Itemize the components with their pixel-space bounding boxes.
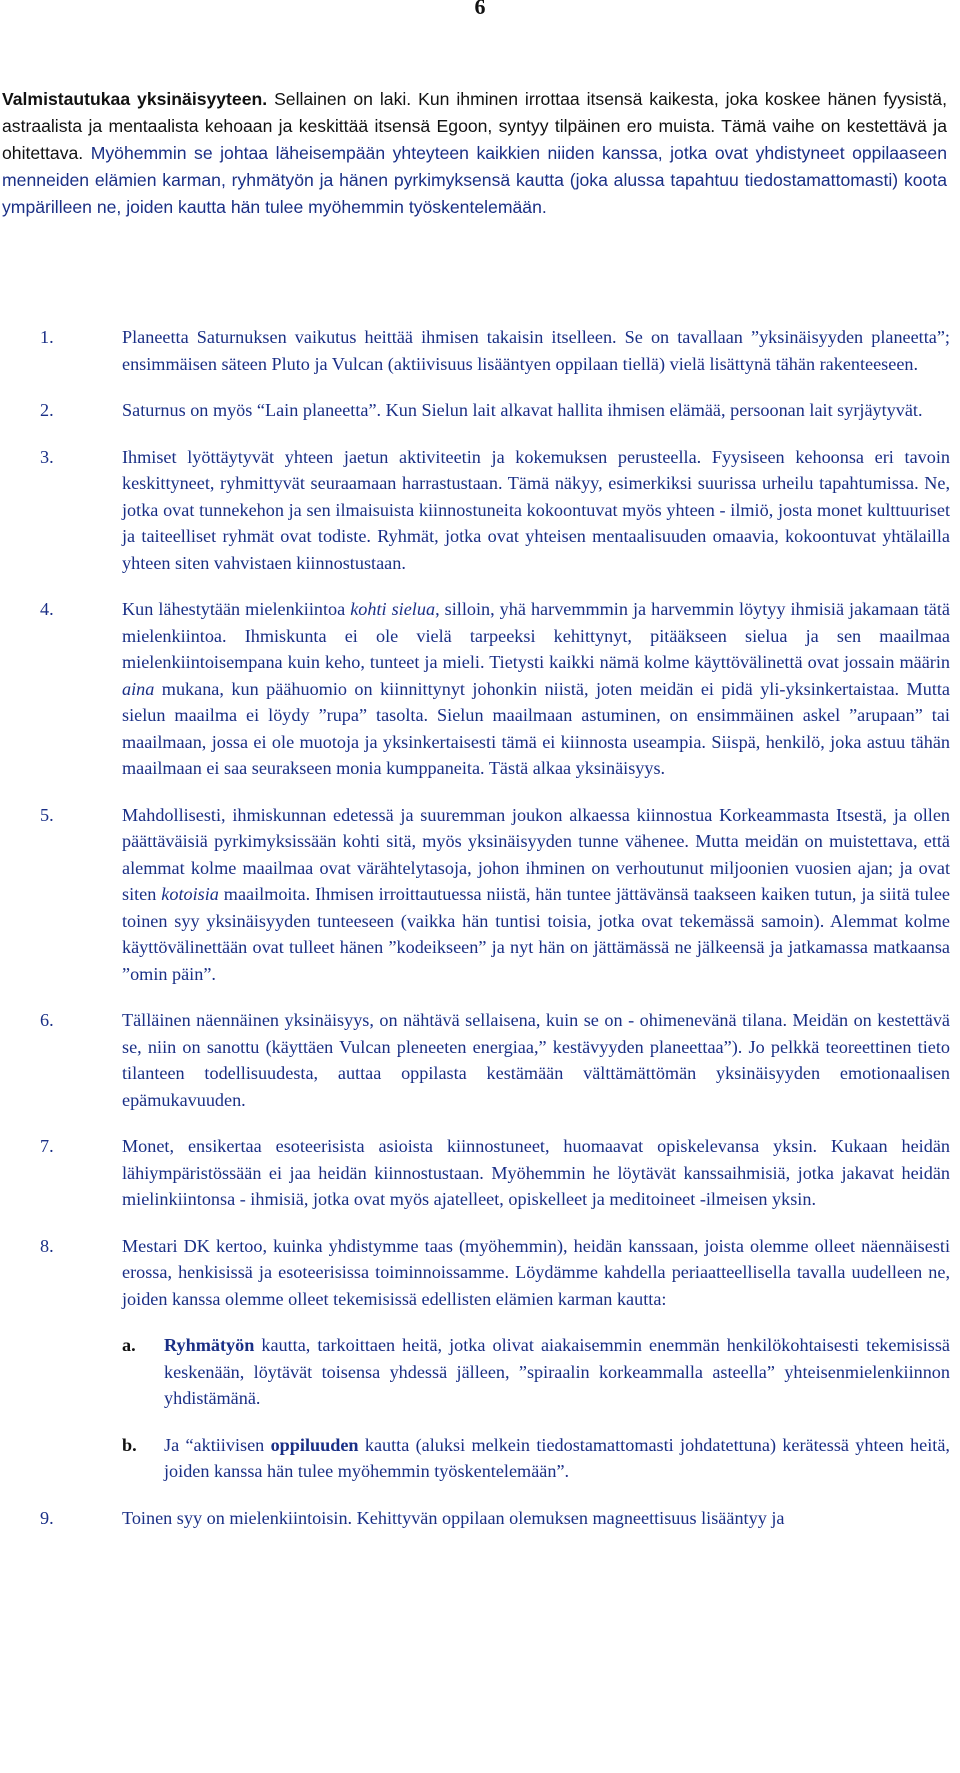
item-text-part: maailmoita. Ihmisen irroittautuessa niistä, hän tuntee jättävänsä taakseen kaiken tutun, ja siitä tulee toinen syy yksinäisyyden tunteeseen (vaikka hän tuntisi toisia, jotka ovat tekemässä samoin). Alemmat kolme käyttövälinettään ovat tulleet hänen ”kodeikseen” ja nyt hän on jättämässä ne jälkeensä ja jatkamassa matkaansa ”omin päin”. [122, 884, 951, 984]
page-number: 6 [474, 0, 486, 19]
item-number: 4. [40, 599, 54, 619]
list-item-2 [40, 397, 950, 424]
item-text: Tälläinen näennäinen yksinäisyys, on nähtävä sellaisena, kuin se on - ohimenevänä tilana. Meidän on kestettävä se, niin on sanottu (käyttäen Vulcan pleneeten energiaa,” kestävyyden planeettaa”). Jo pelkkä teoreettinen tieto tilanteen todellisuudesta, auttaa oppilasta kestämään välttämättömän yksinäisyyden emotionaalisen epämukavuuden. [122, 1010, 950, 1110]
item-number: 9. [40, 1507, 54, 1528]
sub-item-text-part: kautta (aluksi melkein tiedostamattomasti johdatettuna) kerätessä yhteen heitä, joiden kanssa hän tulee myöhemmin työskentelemään”. [164, 1434, 950, 1481]
sub-item-letter: a. [122, 1335, 136, 1355]
item-number: 1. [40, 327, 54, 347]
item-text: Saturnus on myös “Lain planeetta”. Kun Sielun lait alkavat hallita ihmisen elämää, persoonan lait syrjäytyvät. [122, 400, 923, 420]
italic-phrase: kotoisia [161, 884, 219, 904]
italic-phrase: kohti sielua [350, 599, 436, 619]
list-item-9 [40, 1505, 950, 1532]
item-text: Mestari DK kertoo, kuinka yhdistymme taas (myöhemmin), heidän kanssaan, joista olemme olleet näennäisesti erossa, henkisissä ja esoteerisissa toiminnoissamme. Löydämme kahdella periaatteellisella tavalla uudelleen ne, joiden kanssa olemme olleet tekemisissä edellisten elämien karman kautta: [122, 1235, 950, 1309]
item-text: Toinen syy on mielenkiintoisin. Kehittyvän oppilaan olemuksen magneettisuus lisääntyy ja [122, 1507, 785, 1528]
item-text: Ihmiset lyöttäytyvät yhteen jaetun aktiviteetin ja kokemuksen perusteella. Fyysiseen kehoonsa eri tavoin keskittyneet, ryhmittyvät seuraamaan harrastustaan. Tämä näkyy, esimerkiksi suurissa urheilu tapahtumissa. Ne, jotka ovat tunnekehon ja sen ilmaisuista kiinnostuneita kokoontuvat myös yhteen - ilmiö, josta monet kulttuuriset ja taiteelliset ryhmät ovat todiste. Ryhmät, jotka ovat yhteisen mentaalisuuden omaavia, kokoontuvat yhtälailla yhteen siten vahvistaen kiinnostustaan. [122, 446, 950, 573]
sub-item-text [164, 1432, 950, 1485]
list-item-7 [40, 1133, 950, 1213]
item-number: 3. [40, 446, 54, 467]
italic-phrase: aina [122, 678, 155, 699]
bold-term: Ryhmätyön [164, 1335, 255, 1355]
item-text [122, 596, 950, 782]
list-item-3 [40, 444, 950, 577]
sub-item-text-part: kautta, tarkoittaen heitä, jotka olivat aiakaisemmin enemmän henkilökohtaisesti tekemisissä keskenään, löytävät toisensa yhdessä jälleen, ”spiraalin korkeammalla asteella” yhteisenmielenkiinnon yhdistämänä. [164, 1335, 950, 1408]
list-item-5 [40, 802, 950, 988]
sub-item-text-part: Ja “aktiivisen [164, 1434, 271, 1455]
item-text-part: mukana, kun päähuomio on kiinnittynyt johonkin niistä, joten meidän ei pidä yli-yksinkertaistaa. Mutta sielun maailma ei löydy ”rupa” tasolta. Sielun maailmaan astuminen, on ensimmäinen askel ”arupaan” tai maailmaan, jossa ei ole muotoja ja yksinkertaisesti tämä ei kiinnosta useampia. Siispä, henkilö, joka astuu tähän maailmaan ei saa seurakseen monia kumppaneita. Tästä alkaa yksinäisyys. [122, 678, 950, 778]
item-number: 6. [40, 1010, 54, 1030]
item-body [122, 1233, 950, 1485]
intro-lead: Valmistautukaa yksinäisyyteen. [2, 89, 268, 109]
sub-item-letter: b. [122, 1434, 137, 1455]
item-text-part: , silloin, yhä harvemmmin ja harvemmin löytyy ihmisiä jakamaan tätä mielenkiintoa. Ihmiskunta ei ole vielä tarpeeksi kehittynyt, pitääkseen sielua ja sen maailmaa mielenkiintoisempana kuin keho, tunteet ja mieli. Tietysti kaikki nämä kolme käyttövälinettä ovat jossain määrin [122, 599, 951, 672]
item-number: 7. [40, 1136, 54, 1156]
item-text-part: Mahdollisesti, ihmiskunnan edetessä ja suuremman joukon alkaessa kiinnostua Korkeammasta Itsestä, ja ollen päättäväisiä pyrkimyksissään kohti sitä, myös yksinäisyyden tunne vähenee. Mutta meidän on muistettava, että alemmat kolme maailmaa ovat värähtelytasoja, johon ihminen on verhoutunut miljoonien vuosien ajan; ja ovat siten [122, 804, 950, 904]
sub-item-b [122, 1432, 950, 1485]
numbered-list [40, 324, 950, 1551]
item-number: 5. [40, 804, 54, 825]
item-number: 2. [40, 400, 54, 420]
sub-item-a [122, 1332, 950, 1412]
bold-term: oppiluuden [270, 1434, 359, 1455]
item-text: Planeetta Saturnuksen vaikutus heittää ihmisen takaisin itselleen. Se on tavallaan ”yksinäisyyden planeetta”; ensimmäisen säteen Pluto ja Vulcan (aktiivisuus lisääntyen oppilaan tiellä) vielä lisättynä tähän rakenteeseen. [122, 327, 950, 374]
sub-item-text [164, 1332, 950, 1412]
list-item-8 [40, 1233, 950, 1485]
item-text: Monet, ensikertaa esoteerisista asioista kiinnostuneet, huomaavat opiskelevansa yksin. Kukaan heidän lähiympäristössään ei jaa heidän kiinnostustaan. Myöhemmin he löytävät kanssaihmisiä, jotka jakavat heidän mielinkiintonsa - ihmisiä, jotka ovat myös ajatelleet, opiskelleet ja meditoineet -ilmeisen yksin. [122, 1136, 950, 1209]
item-text [122, 802, 950, 988]
intro-text-blue: Myöhemmin se johtaa läheisempään yhteyteen kaikkien niiden kanssa, jotka ovat yhdistyneet oppilaaseen menneiden elämien karman, ryhmätyön ja hänen pyrkimyksensä kautta (joka alussa tapahtuu tiedostamattomasti) koota ympärilleen ne, joiden kautta hän tulee myöhemmin työskentelemään. [2, 143, 947, 217]
item-number: 8. [40, 1235, 54, 1256]
item-text-part: Kun lähestytään mielenkiintoa [122, 599, 351, 619]
list-item-1 [40, 324, 950, 377]
intro-paragraph [2, 86, 947, 221]
intro-text-black: Sellainen on laki. Kun ihminen irrottaa itsensä kaikesta, joka koskee hänen fyysistä, astraalista ja mentaalista kehoaan ja keskittää itsensä Egoon, syntyy tilpäinen ero muista. Tämä vaihe on kestettävä ja ohitettava. [2, 89, 947, 163]
list-item-6 [40, 1007, 950, 1113]
list-item-4 [40, 596, 950, 782]
